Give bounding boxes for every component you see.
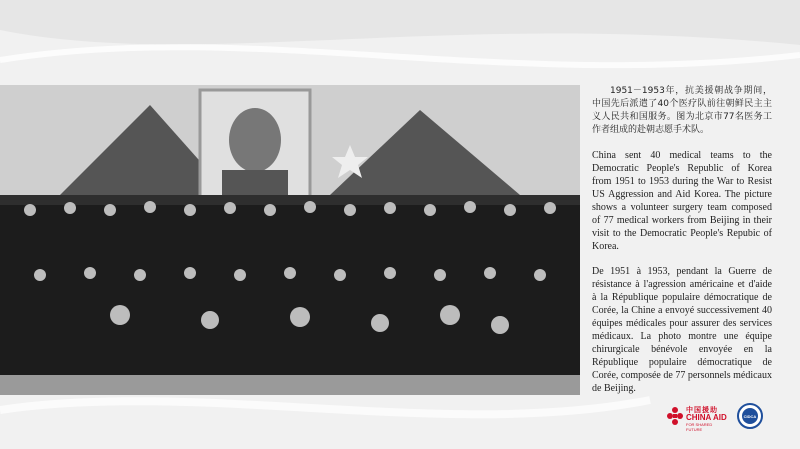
china-aid-emblem-icon: [666, 406, 684, 428]
caption-english: China sent 40 medical teams to the Democratic People's Republic of Korea from 1951 to 1953 during the War to Resist US Aggression and Aid Korea. The picture shows a volunteer surgery team composed of 77 medical workers from Beijing in their visit to the Democratic People's Repubic of Korea.: [592, 150, 772, 252]
caption-column: [592, 85, 772, 395]
caption-chinese: 1951－1953年，抗美援朝战争期间，中国先后派遣了40个医疗队前往朝鲜民主主义人民共和国服务。图为北京市77名医务工作者组成的赴朝志愿手术队。: [592, 86, 772, 135]
china-aid-cn: 中国援助: [686, 406, 718, 414]
china-aid-tagline: FOR SHARED FUTURE: [686, 422, 713, 432]
historical-photo: [0, 85, 580, 395]
caption-french: De 1951 à 1953, pendant la Guerre de résistance à l'agression américaine et d'aide à la République populaire démocratique de Corée, la Chine a envoyé successivement 40 équipes médicales pour assurer des services médicaux. La photo montre une équipe chirurgicale bénévole envoyée en la République populaire démocratique de Corée, composée de 77 personnels médicaux de Beijing.: [592, 266, 772, 394]
china-aid-name: CHINA AID: [686, 413, 727, 422]
cidca-logo-icon: [737, 403, 763, 429]
cidca-label: CIDCA: [743, 414, 757, 419]
china-aid-logo: [666, 405, 728, 432]
